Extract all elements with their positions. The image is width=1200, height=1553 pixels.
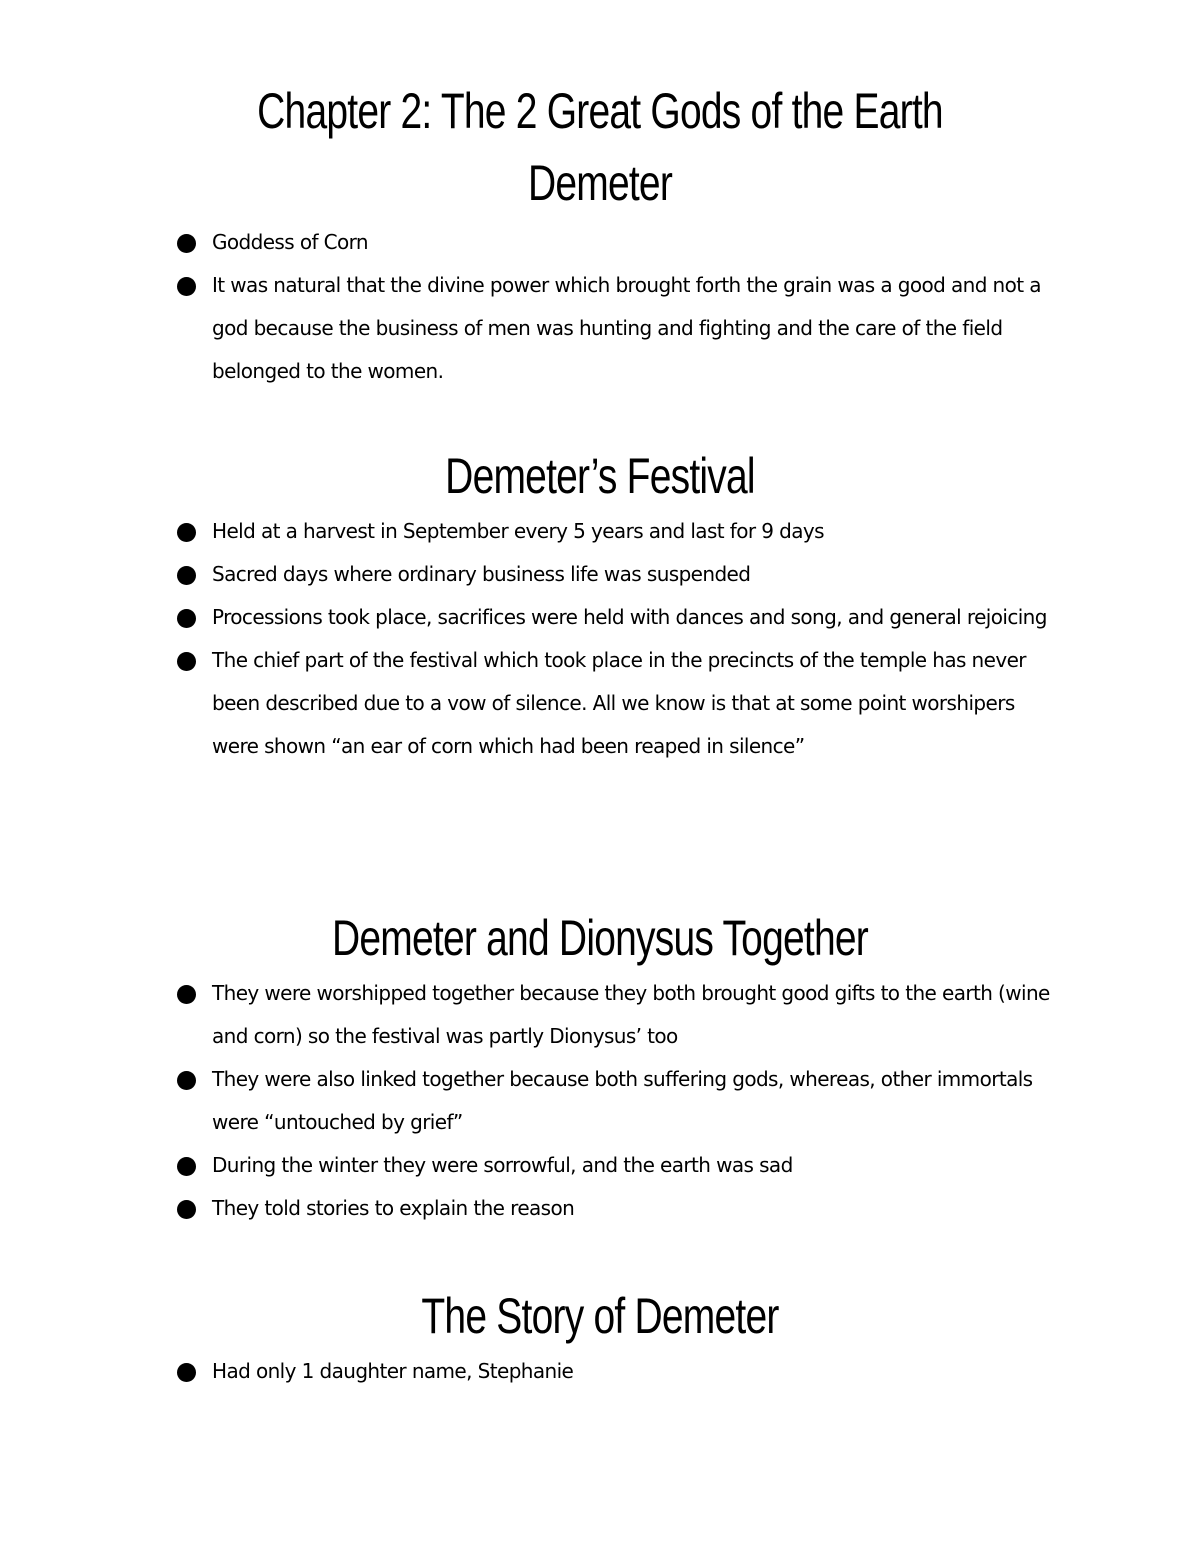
bullet-icon — [177, 234, 196, 253]
bullet-list-story — [0, 1350, 1200, 1393]
bullet-icon — [177, 566, 196, 585]
list-item — [0, 1350, 1200, 1393]
bullet-text: Sacred days where ordinary business life was suspended — [212, 562, 751, 586]
section-story — [0, 1280, 1200, 1393]
bullet-text: Processions took place, sacrifices were held with dances and song, and general rejoicing — [212, 605, 1047, 629]
section-title-demeter: Demeter — [527, 155, 673, 211]
bullet-text: They were also linked together because both suffering gods, whereas, other immortals were “untouched by grief” — [212, 1067, 1033, 1134]
section-title-story: The Story of Demeter — [421, 1288, 779, 1344]
bullet-text: Held at a harvest in September every 5 years and last for 9 days — [212, 519, 824, 543]
bullet-list-together — [0, 972, 1200, 1230]
bullet-text: It was natural that the divine power which brought forth the grain was a good and not a god because the business of men was hunting and fighting and the care of the field belonged to the women. — [212, 273, 1041, 383]
bullet-text: Had only 1 daughter name, Stephanie — [212, 1359, 574, 1383]
chapter-title: Chapter 2: The 2 Great Gods of the Earth — [257, 83, 943, 139]
bullet-icon — [177, 523, 196, 542]
list-item — [0, 264, 1200, 393]
list-item — [0, 221, 1200, 264]
list-item — [0, 639, 1200, 768]
list-item — [0, 596, 1200, 639]
list-item — [0, 1187, 1200, 1230]
bullet-icon — [177, 277, 196, 296]
list-item — [0, 510, 1200, 553]
bullet-text: During the winter they were sorrowful, and the earth was sad — [212, 1153, 793, 1177]
bullet-icon — [177, 1157, 196, 1176]
bullet-icon — [177, 1200, 196, 1219]
list-item — [0, 1058, 1200, 1144]
bullet-icon — [177, 1363, 196, 1382]
bullet-icon — [177, 1071, 196, 1090]
bullet-list-demeter — [0, 221, 1200, 393]
list-item — [0, 1144, 1200, 1187]
bullet-text: Goddess of Corn — [212, 230, 369, 254]
bullet-text: They told stories to explain the reason — [212, 1196, 575, 1220]
bullet-text: They were worshipped together because they both brought good gifts to the earth (wine and corn) so the festival was partly Dionysus’ too — [212, 981, 1050, 1048]
section-title-festival: Demeter’s Festival — [445, 448, 755, 504]
list-item — [0, 553, 1200, 596]
section-demeter — [0, 75, 1200, 393]
bullet-icon — [177, 609, 196, 628]
bullet-icon — [177, 652, 196, 671]
section-together — [0, 902, 1200, 1230]
section-title-together: Demeter and Dionysus Together — [332, 910, 868, 966]
bullet-icon — [177, 985, 196, 1004]
bullet-text: The chief part of the festival which took place in the precincts of the temple has never been described due to a vow of silence. All we know is that at some point worshipers were shown “an ear of corn which had been reaped in silence” — [212, 648, 1026, 758]
section-festival — [0, 440, 1200, 768]
list-item — [0, 972, 1200, 1058]
bullet-list-festival — [0, 510, 1200, 768]
